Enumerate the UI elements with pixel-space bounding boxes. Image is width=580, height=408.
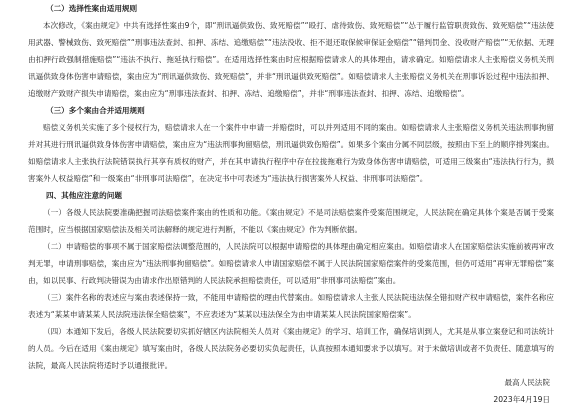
section-paragraph: 本次修改，《案由规定》中共有选择性案由9个，即“刑讯逼供致伤、致死赔偿”“殴打、虐待致伤、致死赔偿”“怂于履行监管职责致伤、致死赔偿”“违法使用武器、警械致伤、致死赔偿”“刑事违法查封、扣押、冻结、追缴赔偿”“违法没收、拒不退还取保候审保证金赔偿”“错判罚金、没收财产赔偿”“无依据、无理由扣押行政强制措施赔偿”“违法不执行、拖延执行赔偿”。在适用选择性案由时应根据赔偿请求人的具体理由，请求确定。如赔偿请求人主张赔偿义务机关刑讯逼供致身体伤害申请赔偿，案由应为“刑讯逼供致伤、致死赔偿”，并非“刑讯逼供致死赔偿”。如赔偿请求人主张赔偿义务机关在刑事诉讼过程中违法扣押、追缴财产致财产损失申请赔偿，案由应为“刑事违法查封、扣押、冻结、追缴赔偿”，并非“刑事违法查封、扣押、冻结、追缴赔偿”。	[28, 21, 554, 98]
section-heading: （三）多个案由合并适用规则	[46, 106, 145, 115]
section-other-issues	[28, 187, 554, 374]
section-paragraph: （三）案件名称的表述应与案由表述保持一致，不能用申请赔偿的理由代替案由。如赔偿请求人主张人民法院违法保全错扣财产权申请赔偿，案件名称应表述为“某某申请某某人民法院违法保全赔偿案”，不应表述为“某某以违法保全为由申请某某人民法院国家赔偿案”。	[28, 293, 554, 319]
section-selective-cause	[28, 0, 554, 102]
section-paragraph: （一）各级人民法院要准确把握司法赔偿案件案由的性质和功能。《案由规定》不是司法赔偿案件受案范围规定，人民法院在确定具体个案是否属于受案范围时，应当根据国家赔偿法及相关司法解释的规定进行判断，不能以《案由规定》作为判断依据。	[28, 208, 554, 234]
section-paragraph: （二）申请赔偿的事项不属于国家赔偿法调整范围的，人民法院可以根据申请赔偿的具体理由确定相应案由。如赔偿请求人在国家赔偿法实施前被再审改判无罪，申请刑事赔偿，案由应为“违法刑事拘留赔偿”。如赔偿请求人申请国家赔偿不属于人民法院国家赔偿案件的受案范围，但仍可适用“再审无罪赔偿”案由，如以民事、行政判决错误为由请求作出原错判的人民法院承担赔偿责任，可以适用“非刑事司法赔偿”案由。	[28, 242, 554, 285]
section-heading: 四、其他应注意的问题	[46, 191, 122, 200]
signature-org: 最高人民法院	[504, 378, 550, 387]
signature-block	[28, 374, 554, 408]
section-multiple-causes	[28, 102, 554, 187]
signature-date: 2023年4月19日	[493, 395, 550, 404]
section-paragraph: （四）本通知下发后，各级人民法院要切实抓好辖区内法院相关人员对《案由规定》的学习、培训工作，确保培训到人，尤其是从事立案登记和司法统计的人员。今后在适用《案由规定》填写案由时，各级人民法院务必要切实负起责任，认真按照本通知要求予以填写。对于未做培训或者不负责任、随意填写的法院，最高人民法院将适时予以通报批评。	[28, 327, 554, 370]
section-heading: （二）选择性案由适用规则	[46, 4, 138, 13]
section-paragraph: 赔偿义务机关实施了多个侵权行为，赔偿请求人在一个案件中申请一并赔偿时，可以并列适用不同的案由。如赔偿请求人主张赔偿义务机关违法刑事拘留并对其进行刑讯逼供致身体伤害申请赔偿，案由应为“违法刑事拘留赔偿，刑讯逼供致伤赔偿”。如果多个案由分属不同层级，按照由下至上的顺序排列案由。如赔偿请求人主张执行法院错误执行其享有质权的财产，并在其申请执行程序中存在拉拢拖难行为致身体伤害申请赔偿，可适用三级案由“违法执行行为，损害案外人权益赔偿”和一级案由“非刑事司法赔偿”，在决定书中可表述为“违法执行损害案外人权益、非刑事司法赔偿”。	[28, 123, 554, 183]
